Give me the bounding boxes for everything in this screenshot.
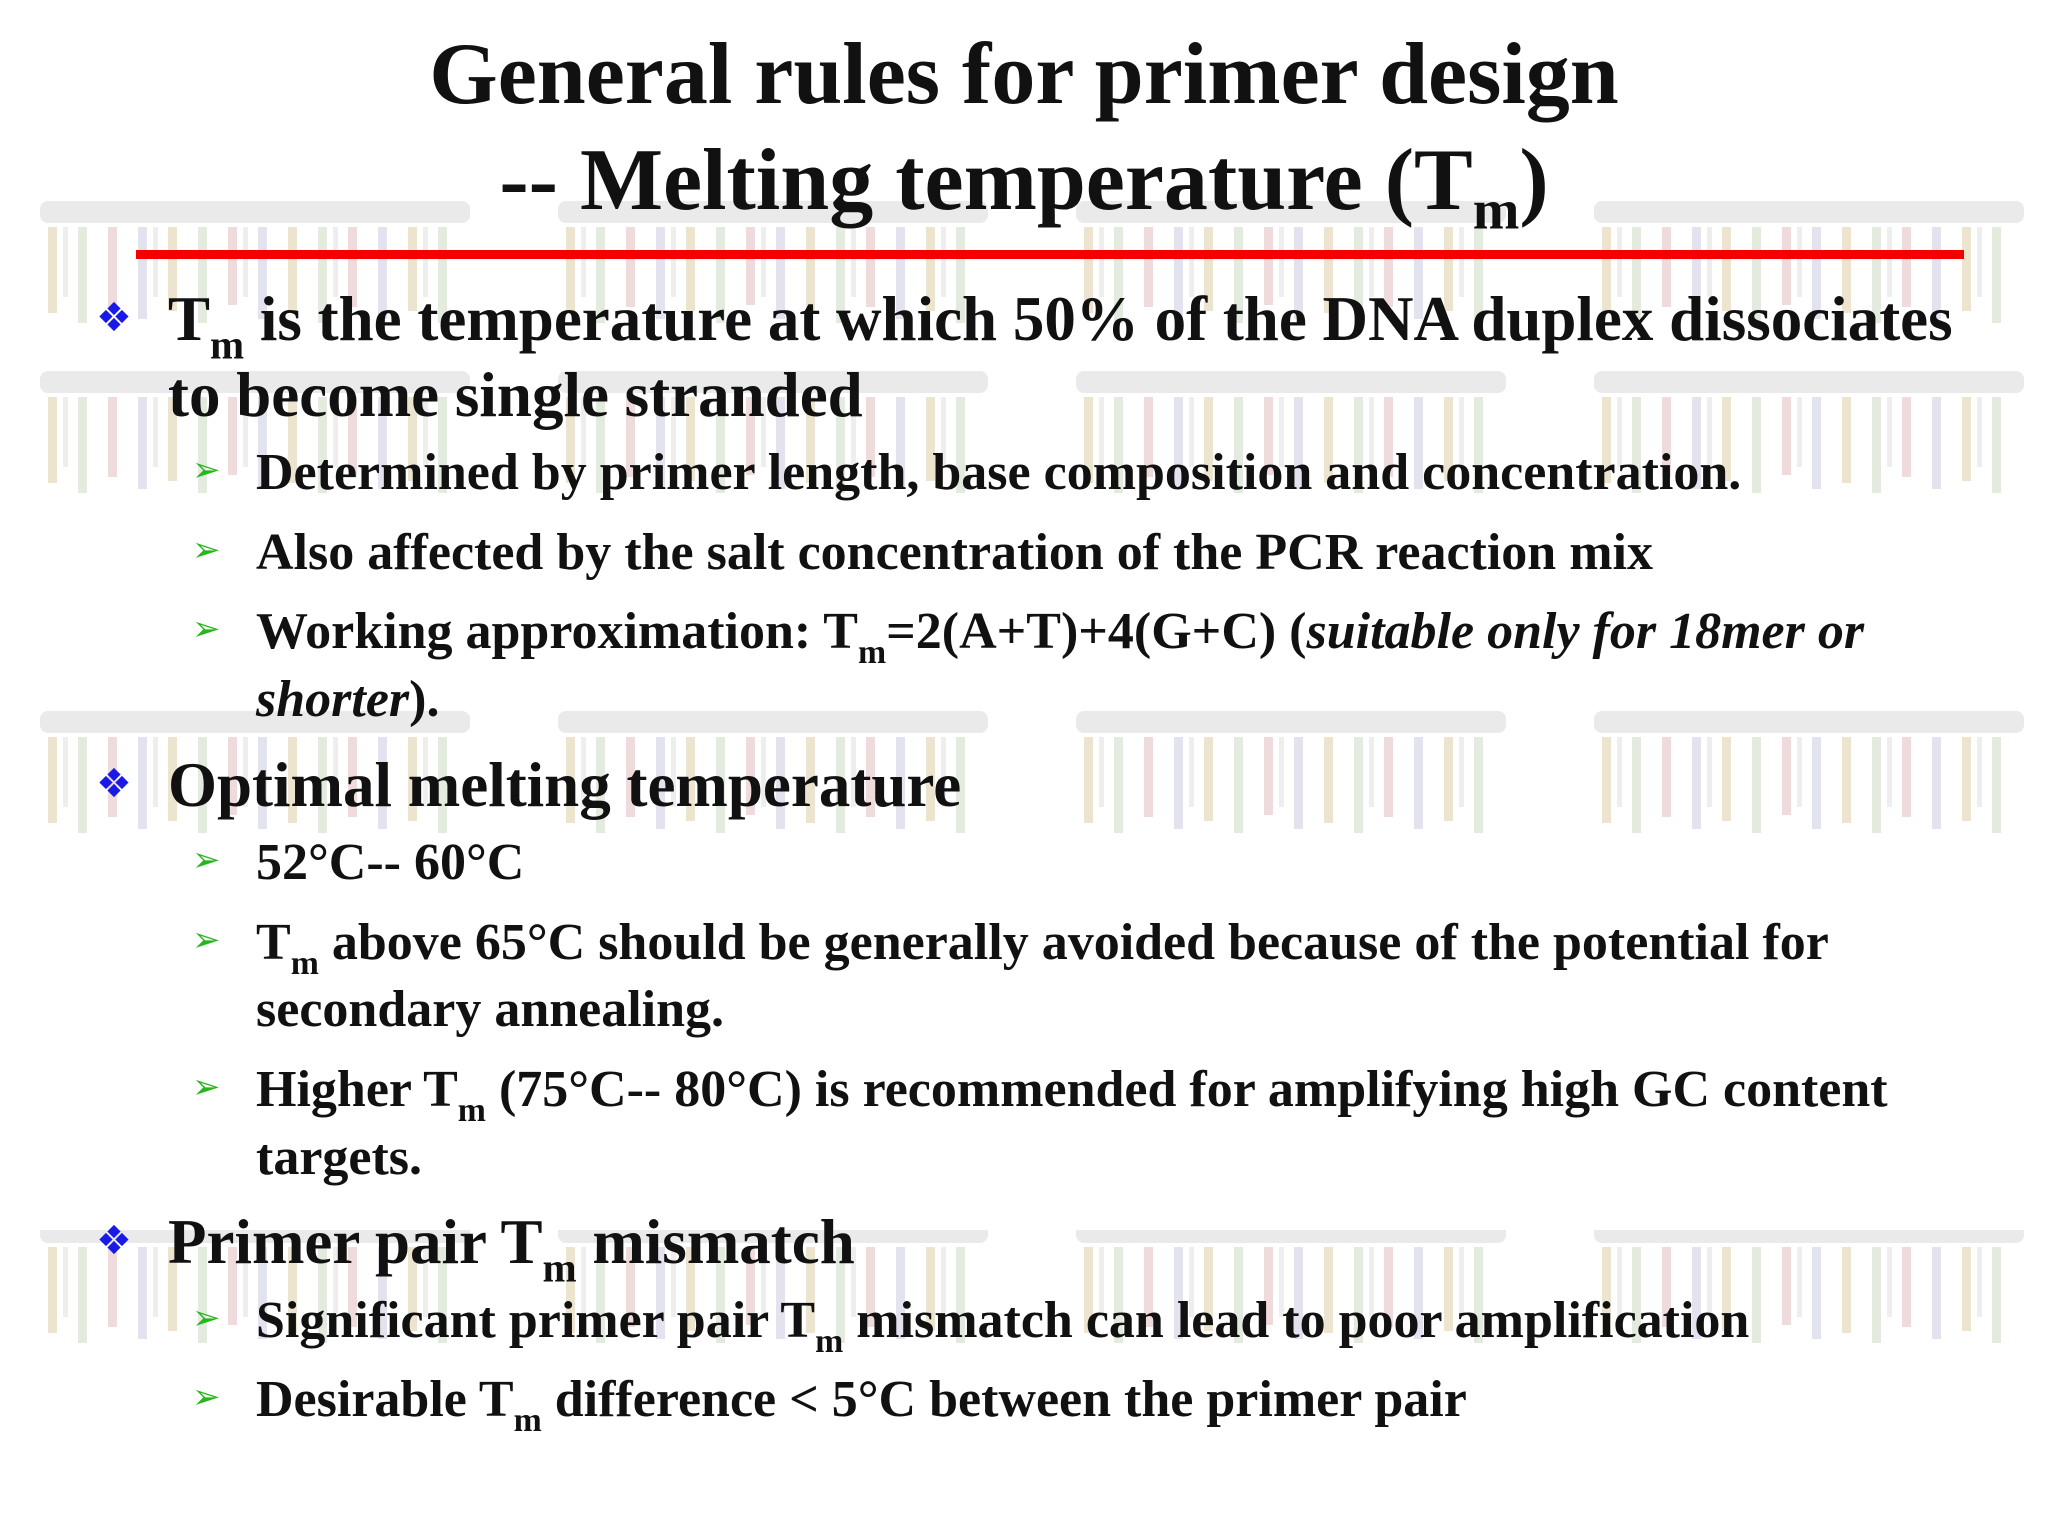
heading-t: T: [168, 284, 211, 354]
sub-bullet-sub: m: [513, 1402, 542, 1440]
heading-post: mismatch: [576, 1207, 855, 1278]
bullet-optimal-melting-temperature: [96, 748, 1996, 824]
arrowhead-bullet-icon: ➢: [192, 840, 221, 881]
arrowhead-bullet-icon: ➢: [192, 1066, 221, 1107]
bullet-tm-definition: [96, 282, 1996, 433]
bullet-primer-pair-mismatch: [96, 1205, 1996, 1291]
arrowhead-bullet-icon: ➢: [192, 529, 221, 570]
sub-bullet-text: Determined by primer length, base composition and concentration.: [256, 444, 1742, 502]
sub-bullet-avoid-above-65: [96, 909, 1996, 1044]
formula-post: ).: [409, 670, 440, 728]
title-line-2: [0, 128, 2048, 242]
arrowhead-bullet-icon: ➢: [192, 450, 221, 491]
heading-rest: is the temperature at which 50% of the DNA duplex dissociates to become single stranded: [168, 284, 1953, 430]
formula-mid: =2(A+T)+4(G+C) (: [886, 603, 1307, 661]
title-underline: [136, 250, 1964, 259]
title-subscript: m: [1472, 179, 1520, 242]
sub-bullet-significant-mismatch: [96, 1287, 1996, 1360]
sub-bullet-temperature-range: [96, 829, 1996, 897]
arrowhead-bullet-icon: ➢: [192, 1297, 221, 1338]
sub-bullet-pre: Significant primer pair T: [256, 1291, 816, 1349]
heading-text: Optimal melting temperature: [168, 749, 962, 820]
sub-bullet-salt-concentration: [96, 519, 1996, 587]
sub-bullet-determined-by: [96, 439, 1996, 507]
sub-bullet-higher-tm: [96, 1056, 1996, 1191]
heading-sub: m: [210, 322, 245, 368]
four-diamond-bullet-icon: ❖: [96, 295, 132, 341]
sub-bullet-post: difference < 5°C between the primer pair: [541, 1371, 1467, 1429]
bullet-list: [96, 282, 1996, 1446]
arrowhead-bullet-icon: ➢: [192, 919, 221, 960]
slide-title: [0, 22, 2048, 242]
sub-bullet-sub: m: [815, 1322, 844, 1360]
sub-bullet-post: (75°C-- 80°C) is recommended for amplifying high GC content targets.: [256, 1060, 1888, 1186]
four-diamond-bullet-icon: ❖: [96, 760, 132, 807]
sub-bullet-pre: Desirable T: [256, 1371, 514, 1429]
title-line-2-suffix: ): [1519, 131, 1549, 229]
sub-bullet-sub: m: [457, 1092, 486, 1130]
formula-sub: m: [858, 634, 887, 672]
heading-pre: Primer pair T: [168, 1207, 543, 1278]
formula-pre: Working approximation: T: [256, 603, 858, 661]
heading-sub: m: [542, 1245, 577, 1291]
sub-bullet-text: 52°C-- 60°C: [256, 834, 525, 892]
sub-bullet-pre: T: [256, 913, 291, 971]
arrowhead-bullet-icon: ➢: [192, 609, 221, 650]
title-line-1: General rules for primer design: [429, 26, 1619, 123]
arrowhead-bullet-icon: ➢: [192, 1377, 221, 1418]
sub-bullet-desirable-difference: [96, 1366, 1996, 1440]
four-diamond-bullet-icon: ❖: [96, 1218, 132, 1265]
formula-note: suitable only for 18mer or shorter: [256, 603, 1865, 728]
sub-bullet-text: Also affected by the salt concentration of the PCR reaction mix: [256, 523, 1653, 581]
title-line-2-prefix: -- Melting temperature (T: [499, 131, 1473, 229]
sub-bullet-working-approximation: [96, 598, 1996, 733]
sub-bullet-pre: Higher T: [256, 1060, 458, 1118]
sub-bullet-post: mismatch can lead to poor amplification: [843, 1291, 1750, 1349]
sub-bullet-post: above 65°C should be generally avoided because of the potential for secondary annealing.: [256, 913, 1828, 1039]
sub-bullet-sub: m: [290, 944, 319, 982]
